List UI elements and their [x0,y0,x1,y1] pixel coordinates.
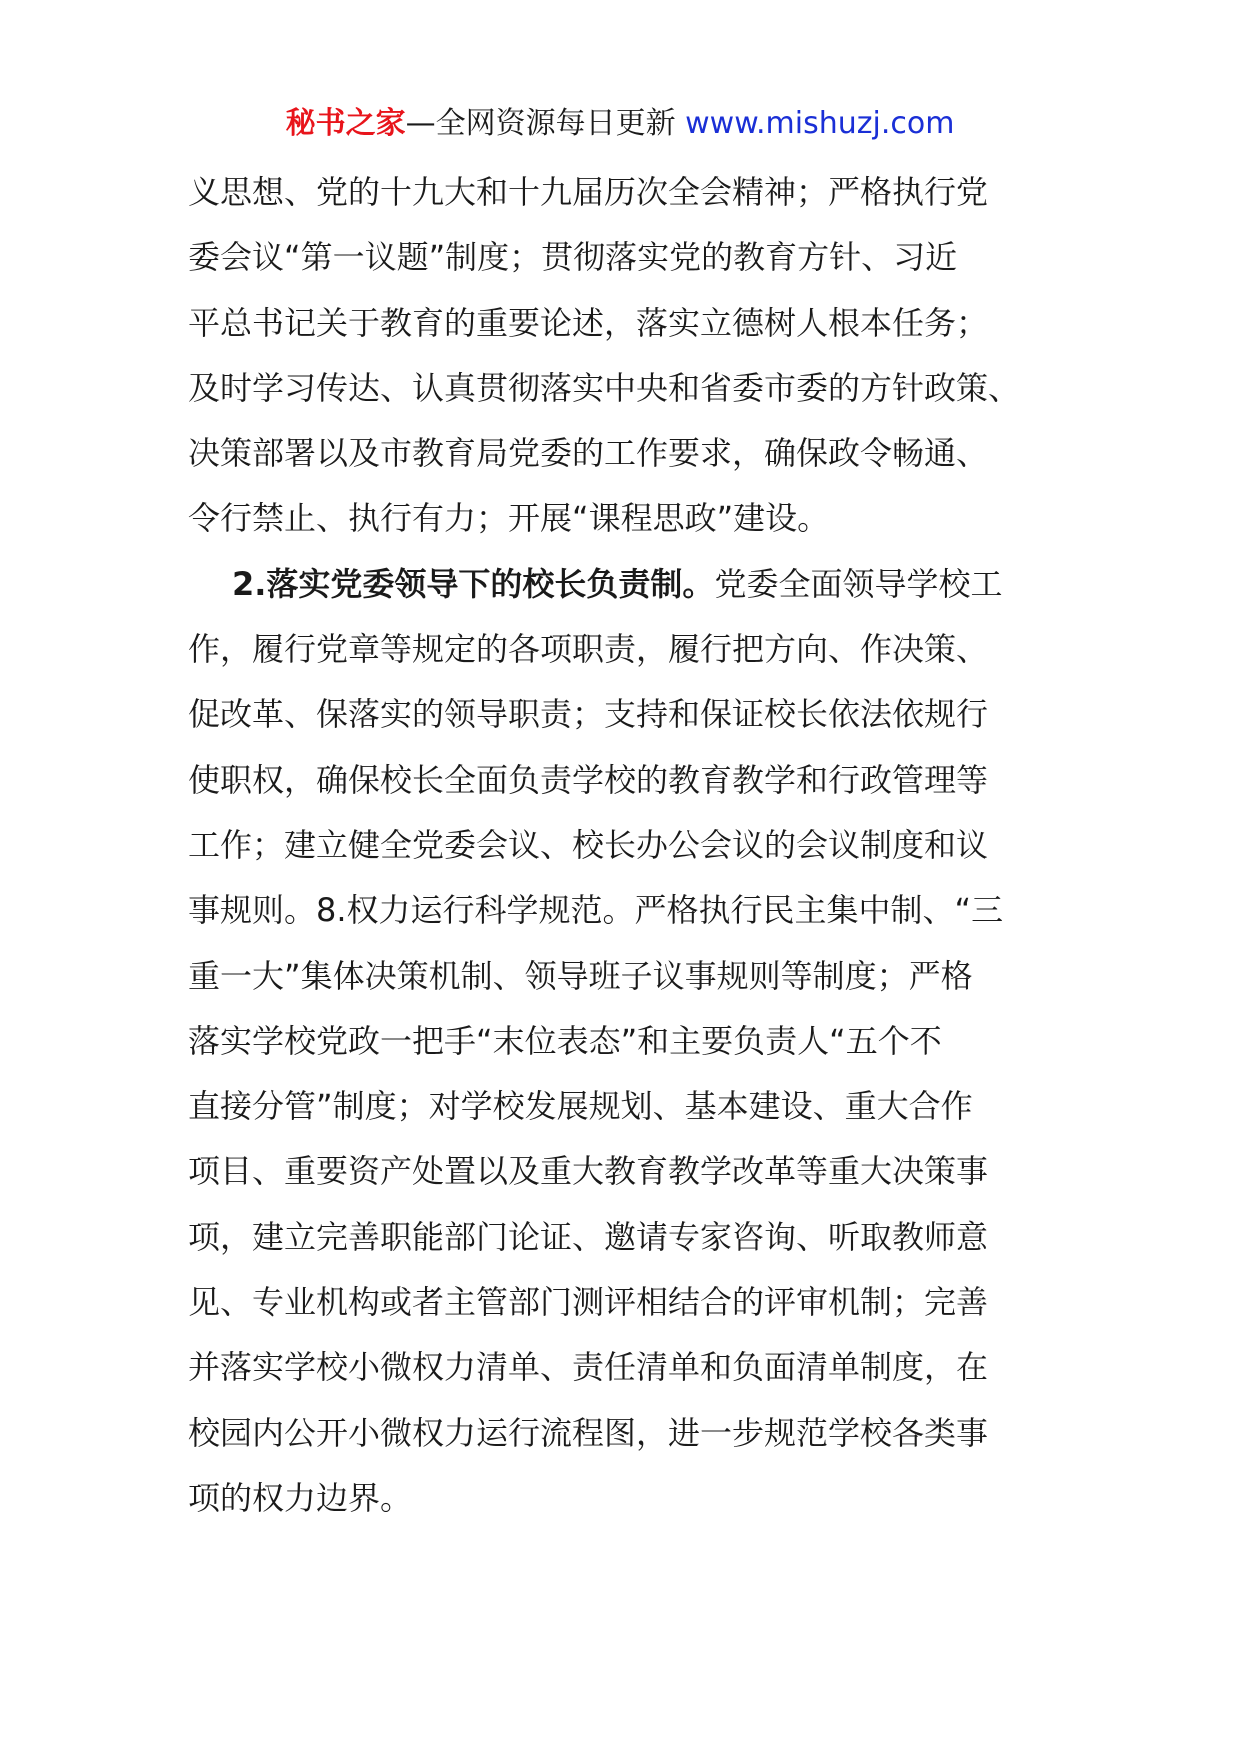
body-line: 直接分管”制度；对学校发展规划、基本建设、重大合作 [188,1087,973,1126]
body-line: 重一大”集体决策机制、领导班子议事规则等制度；严格 [188,956,973,995]
body-line: 项目、重要资产处置以及重大教育教学改革等重大决策事 [188,1152,989,1191]
body-line: 及时学习传达、认真贯彻落实中央和省委市委的方针政策、 [188,368,1021,407]
body-line: 促改革、保落实的领导职责；支持和保证校长依法依规行 [188,695,989,734]
section-2-first-line-text: 党委全面领导学校工 [714,564,1003,603]
body-line: 使职权，确保校长全面负责学校的教育教学和行政管理等 [188,760,989,799]
body-line: 平总书记关于教育的重要论述，落实立德树人根本任务； [188,303,989,342]
site-url-link[interactable]: www.mishuzj.com [685,106,955,141]
body-line: 事规则。8.权力运行科学规范。严格执行民主集中制、“三 [188,891,1004,930]
site-header [0,102,1240,146]
header-tagline: —全网资源每日更新 [405,106,686,141]
body-line: 决策部署以及市教育局党委的工作要求，确保政令畅通、 [188,434,989,473]
body-line: 项的权力边界。 [188,1478,413,1517]
body-line: 作，履行党章等规定的各项职责，履行把方向、作决策、 [188,630,989,669]
body-line: 委会议“第一议题”制度；贯彻落实党的教育方针、习近 [188,238,958,277]
body-line: 见、专业机构或者主管部门测评相结合的评审机制；完善 [188,1283,989,1322]
body-line: 校园内公开小微权力运行流程图，进一步规范学校各类事 [188,1413,989,1452]
body-line: 落实学校党政一把手“末位表态”和主要负责人“五个不 [188,1021,942,1060]
body-line: 令行禁止、执行有力；开展“课程思政”建设。 [188,499,830,538]
section-2-heading: 2.落实党委领导下的校长负责制。 [232,564,715,603]
section-2-first-line [188,552,1068,617]
document-body [188,160,1068,1531]
brand-name: 秘书之家 [285,106,406,141]
body-line: 工作；建立健全党委会议、校长办公会议的会议制度和议 [188,825,989,864]
body-line: 义思想、党的十九大和十九届历次全会精神；严格执行党 [188,173,989,211]
body-line: 项，建立完善职能部门论证、邀请专家咨询、听取教师意 [188,1217,989,1256]
body-line: 并落实学校小微权力清单、责任清单和负面清单制度，在 [188,1348,989,1387]
